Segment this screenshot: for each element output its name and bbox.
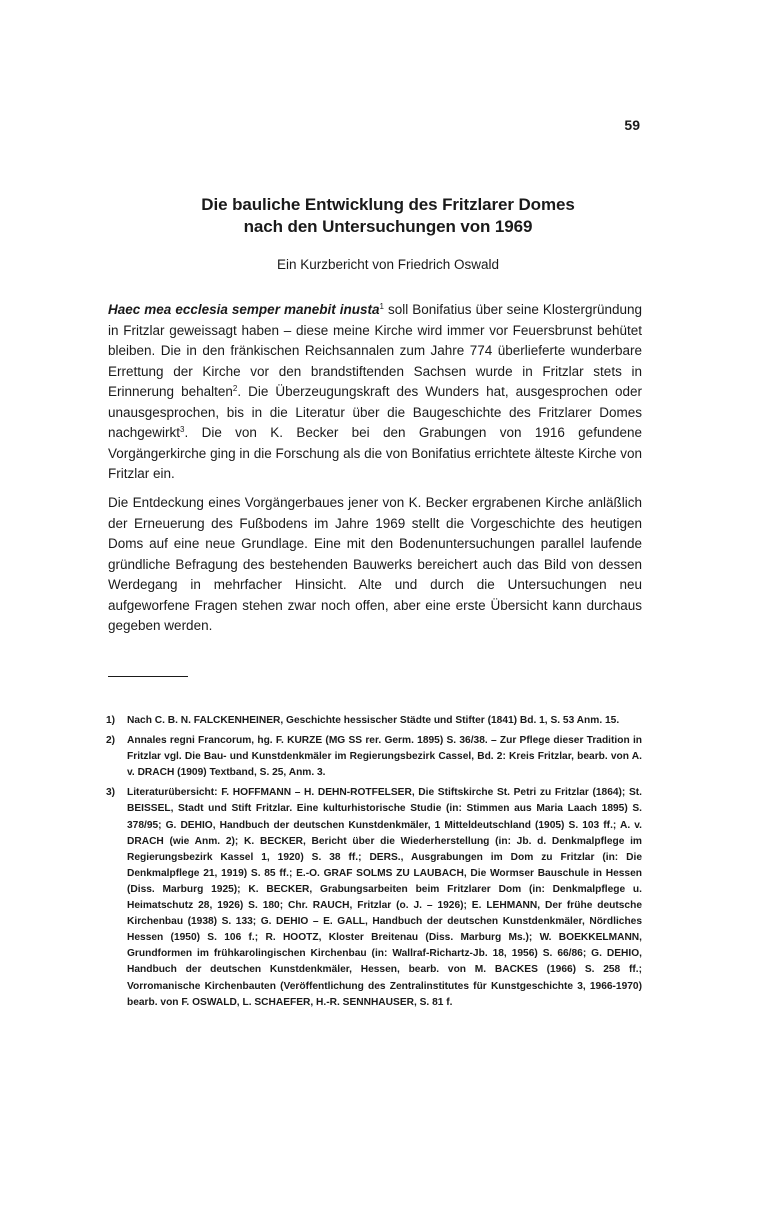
- title-line-1: Die bauliche Entwicklung des Fritzlarer Domes: [201, 195, 575, 214]
- footnote-text: Annales regni Francorum, hg. F. KURZE (MG SS rer. Germ. 1895) S. 36/38. – Zur Pflege dieser Tradition in Fritzlar vgl. Die Bau- und Kunstdenkmäler im Regierungsbezirk Cassel, Bd. 2: Kreis Fritzlar, bearb. von A. v. DRACH (1909) Textband, S. 25, Anm. 3.: [127, 735, 642, 779]
- latin-quote: Haec mea ecclesia semper manebit inusta: [108, 302, 380, 317]
- footnote-ref-1[interactable]: 1: [379, 302, 384, 311]
- footnote-3: [106, 785, 642, 1010]
- footnote-ref-3[interactable]: 3: [180, 425, 185, 434]
- footnote-number: 2): [106, 735, 116, 747]
- footnote-text: Literaturübersicht: F. HOFFMANN – H. DEHN-ROTFELSER, Die Stiftskirche St. Petri zu Fritzlar (1864); St. BEISSEL, Stadt und Stift Fritzlar. Eine kulturhistorische Studie (in: Stimmen aus Maria Laach 1895) S. 378/95; G. DEHIO, Handbuch der deutschen Kunstdenkmäler, 1 Mitteldeutschland (1905) S. 103 ff.; A. v. DRACH (wie Anm. 2); K. BECKER, Bericht über die Wiederherstellung (in: Jb. d. Denkmalpflege im Regierungsbezirk Kassel 1, 1920) S. 38 ff.; DERS., Ausgrabungen im Dom zu Fritzlar (in: Die Denkmalpflege 21, 1919) S. 85 ff.; E.-O. GRAF SOLMS ZU LAUBACH, Die Wormser Bauschule in Hessen (Diss. Marburg 1925); K. BECKER, Grabungsarbeiten beim Fritzlarer Dom (in: Denkmalpflege u. Heimatschutz 28, 1926) S. 180; Chr. RAUCH, Fritzlar (o. J. – 1926); E. LEHMANN, Der frühe deutsche Kirchenbau (1938) S. 133; G. DEHIO – E. GALL, Handbuch der deutschen Kunstdenkmäler, Nördliches Hessen (1950) S. 106 f.; R. HOOTZ, Kloster Breitenau (Diss. Marburg Ms.); W. BOEKKELMANN, Grundformen im frühkarolingischen Kirchenbau (in: Wallraf-Richartz-Jb. 18, 1956) S. 66/86; G. DEHIO, Handbuch der deutschen Kunstdenkmäler, Hessen, bearb. von M. BACKES (1966) S. 258 ff.; Vorromanische Kirchenbauten (Veröffentlichung des Zentralinstitutes für Kunstgeschichte 3, 1966-1970) bearb. von F. OSWALD, L. SCHAEFER, H.-R. SENNHAUSER, S. 81 f.: [127, 787, 642, 1008]
- footnote-2: [106, 733, 642, 781]
- paragraph-1-text-c: . Die von K. Becker bei den Grabungen von 1916 gefundene Vorgängerkirche ging in die Forschung als die von Bonifatius errichtete älteste Kirche von Fritzlar ein.: [108, 425, 642, 481]
- footnote-ref-2[interactable]: 2: [232, 384, 238, 393]
- footnotes: [106, 713, 642, 1015]
- title-line-2: nach den Untersuchungen von 1969: [243, 217, 533, 236]
- page-number: 59: [624, 117, 640, 133]
- paragraph-1-text-a: soll Bonifatius über seine Klostergründung in Fritzlar geweissagt haben – diese meine Kirche wird immer vor Feuersbrunst behütet bleiben. Die in den fränkischen Reichsannalen zum Jahre 774 überlieferte wunderbare Errettung der Kirche vor den brandstiftenden Sachsen wurde in Fritzlar stets in Erinnerung behalten: [108, 302, 642, 399]
- footnote-separator: [108, 676, 188, 677]
- footnote-number: 1): [106, 715, 116, 726]
- article-body: [108, 300, 642, 645]
- paragraph-1-text-b: . Die Überzeugungskraft des Wunders hat, ausgesprochen oder unausgesprochen, bis in die Literatur über die Baugeschichte des Fritzlarer Domes nachgewirkt: [108, 384, 642, 440]
- paragraph-1: [108, 300, 642, 485]
- paragraph-2: Die Entdeckung eines Vorgängerbaues jener von K. Becker ergrabenen Kirche anläßlich der Erneuerung des Fußbodens im Jahre 1969 stellt die Vorgeschichte des heutigen Doms auf eine neue Grundlage. Eine mit den Bodenuntersuchungen parallel laufende gründliche Befragung des bestehenden Bauwerks bereichert auch das Bild von dessen Werdegang in mehrfacher Hinsicht. Alte und durch die Untersuchungen neu aufgeworfene Fragen stehen zwar noch offen, aber eine erste Übersicht kann durchaus gegeben werden.: [108, 495, 642, 633]
- footnote-number: 3): [106, 787, 116, 799]
- byline: Ein Kurzbericht von Friedrich Oswald: [276, 257, 500, 272]
- article-title: [90, 194, 686, 238]
- footnote-text: Nach C. B. N. FALCKENHEINER, Geschichte hessischer Städte und Stifter (1841) Bd. 1, S. 53 Anm. 15.: [127, 715, 620, 726]
- footnote-1: [106, 713, 642, 729]
